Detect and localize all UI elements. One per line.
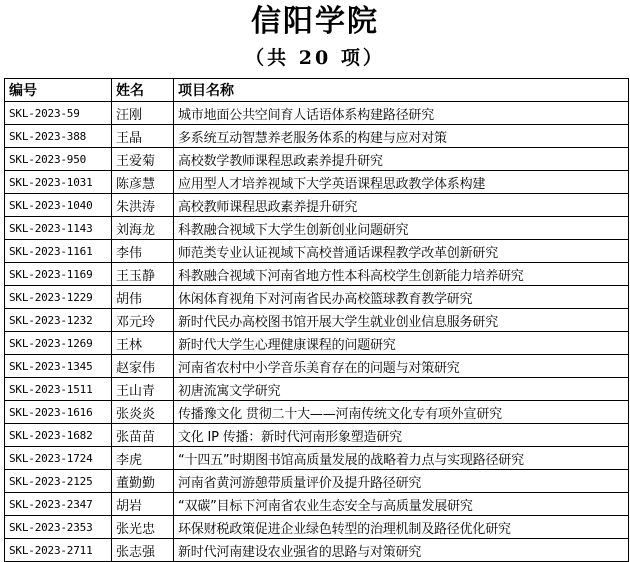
- project-title: 休闲体育视角下对河南省民办高校篮球教育教学研究: [174, 286, 629, 309]
- researcher-name: 王爱菊: [112, 148, 174, 171]
- project-title: 环保财税政策促进企业绿色转型的治理机制及路径优化研究: [174, 516, 629, 539]
- project-title: 科教融合视域下大学生创新创业问题研究: [174, 217, 629, 240]
- project-id: SKL-2023-1040: [5, 194, 112, 217]
- project-title: 河南省农村中小学音乐美育存在的问题与对策研究: [174, 355, 629, 378]
- researcher-name: 陈彦慧: [112, 171, 174, 194]
- project-title: 科教融合视域下河南省地方性本科高校学生创新能力培养研究: [174, 263, 629, 286]
- researcher-name: 董勤勤: [112, 470, 174, 493]
- project-title: 新时代民办高校图书馆开展大学生就业创业信息服务研究: [174, 309, 629, 332]
- table-row: [5, 309, 629, 332]
- project-title: 高校教师课程思政素养提升研究: [174, 194, 629, 217]
- project-title: 应用型人才培养视域下大学英语课程思政教学体系构建: [174, 171, 629, 194]
- table-row: [5, 125, 629, 148]
- project-id: SKL-2023-1143: [5, 217, 112, 240]
- project-title: 多系统互动智慧养老服务体系的构建与应对对策: [174, 125, 629, 148]
- table-row: [5, 148, 629, 171]
- table-row: [5, 424, 629, 447]
- table-header-row: [5, 79, 629, 102]
- table-row: [5, 217, 629, 240]
- project-title: 河南省黄河游憩带质量评价及提升路径研究: [174, 470, 629, 493]
- project-title: “十四五”时期图书馆高质量发展的战略着力点与实现路径研究: [174, 447, 629, 470]
- project-id: SKL-2023-1169: [5, 263, 112, 286]
- project-id: SKL-2023-1616: [5, 401, 112, 424]
- table-row: [5, 401, 629, 424]
- project-title: “双碳”目标下河南省农业生态安全与高质量发展研究: [174, 493, 629, 516]
- project-title: 新时代河南建设农业强省的思路与对策研究: [174, 539, 629, 562]
- researcher-name: 李虎: [112, 447, 174, 470]
- project-id: SKL-2023-1511: [5, 378, 112, 401]
- table-row: [5, 447, 629, 470]
- project-id: SKL-2023-1161: [5, 240, 112, 263]
- researcher-name: 刘海龙: [112, 217, 174, 240]
- project-id: SKL-2023-1269: [5, 332, 112, 355]
- project-id: SKL-2023-2347: [5, 493, 112, 516]
- researcher-name: 王林: [112, 332, 174, 355]
- project-title: 城市地面公共空间育人话语体系构建路径研究: [174, 102, 629, 125]
- researcher-name: 胡伟: [112, 286, 174, 309]
- column-header-id: 编号: [5, 79, 112, 102]
- table-row: [5, 516, 629, 539]
- table-row: [5, 286, 629, 309]
- column-header-name: 姓名: [112, 79, 174, 102]
- table-row: [5, 240, 629, 263]
- project-id: SKL-2023-2711: [5, 539, 112, 562]
- researcher-name: 汪刚: [112, 102, 174, 125]
- column-header-title: 项目名称: [174, 79, 629, 102]
- project-id: SKL-2023-1724: [5, 447, 112, 470]
- project-id: SKL-2023-1682: [5, 424, 112, 447]
- table-row: [5, 539, 629, 562]
- project-id: SKL-2023-388: [5, 125, 112, 148]
- project-table: [4, 78, 629, 562]
- project-title: 初唐流寓文学研究: [174, 378, 629, 401]
- page-title: 信阳学院: [251, 4, 379, 39]
- researcher-name: 王玉静: [112, 263, 174, 286]
- project-title: 文化 IP 传播：新时代河南形象塑造研究: [174, 424, 629, 447]
- project-title: 师范类专业认证视域下高校普通话课程教学改革创新研究: [174, 240, 629, 263]
- researcher-name: 赵家伟: [112, 355, 174, 378]
- researcher-name: 王晶: [112, 125, 174, 148]
- researcher-name: 王山青: [112, 378, 174, 401]
- project-id: SKL-2023-1345: [5, 355, 112, 378]
- table-row: [5, 493, 629, 516]
- researcher-name: 张光忠: [112, 516, 174, 539]
- project-title: 高校数学教师课程思政素养提升研究: [174, 148, 629, 171]
- researcher-name: 李伟: [112, 240, 174, 263]
- project-id: SKL-2023-2125: [5, 470, 112, 493]
- project-id: SKL-2023-950: [5, 148, 112, 171]
- table-row: [5, 355, 629, 378]
- table-row: [5, 171, 629, 194]
- project-count: （共 20 项）: [245, 47, 385, 69]
- table-row: [5, 332, 629, 355]
- project-id: SKL-2023-1232: [5, 309, 112, 332]
- researcher-name: 邓元玲: [112, 309, 174, 332]
- project-title: 新时代大学生心理健康课程的问题研究: [174, 332, 629, 355]
- table-row: [5, 102, 629, 125]
- project-id: SKL-2023-2353: [5, 516, 112, 539]
- project-id: SKL-2023-1229: [5, 286, 112, 309]
- researcher-name: 张苗苗: [112, 424, 174, 447]
- project-id: SKL-2023-1031: [5, 171, 112, 194]
- researcher-name: 张炎炎: [112, 401, 174, 424]
- researcher-name: 朱洪涛: [112, 194, 174, 217]
- table-row: [5, 263, 629, 286]
- project-id: SKL-2023-59: [5, 102, 112, 125]
- table-row: [5, 194, 629, 217]
- researcher-name: 张志强: [112, 539, 174, 562]
- researcher-name: 胡岩: [112, 493, 174, 516]
- table-row: [5, 470, 629, 493]
- table-row: [5, 378, 629, 401]
- project-title: 传播豫文化 贯彻二十大——河南传统文化专有项外宣研究: [174, 401, 629, 424]
